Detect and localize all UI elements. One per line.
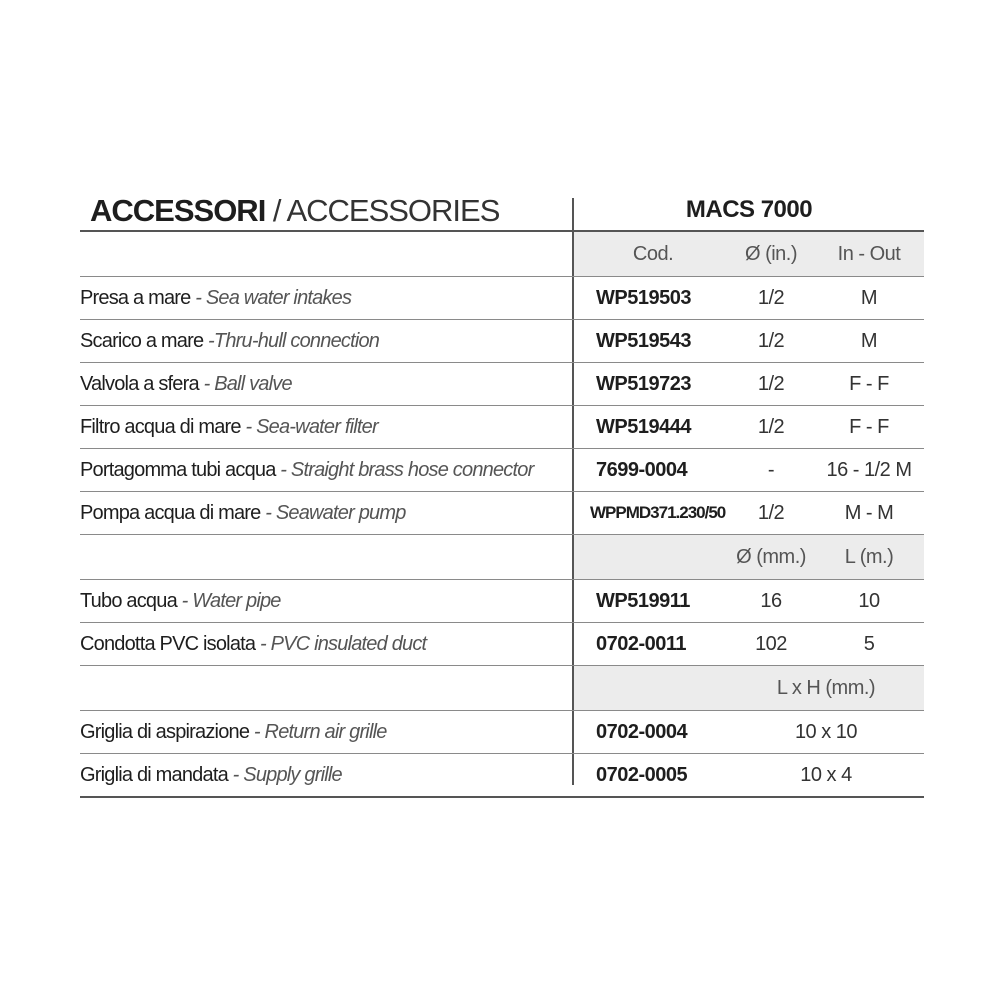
item-code: 7699-0004 — [596, 459, 688, 481]
item-label — [80, 363, 292, 405]
table-row — [80, 580, 924, 623]
item-name-en: Straight brass hose connector — [290, 459, 534, 481]
item-name-sep: - — [227, 764, 244, 786]
item-label — [80, 492, 406, 534]
item-name-en: Return air grille — [264, 721, 387, 743]
item-name-sep: - — [176, 590, 193, 612]
item-name-it: Portagomma tubi acqua — [80, 459, 276, 481]
item-name-it: Scarico a mare — [80, 330, 204, 352]
item-code: 0702-0011 — [596, 633, 687, 655]
item-diameter: 1/2 — [757, 502, 785, 524]
item-name-sep: - — [260, 502, 276, 524]
item-in-out: M — [860, 330, 878, 352]
item-dimensions: 10 x 4 — [800, 764, 852, 786]
table-row — [80, 711, 924, 754]
item-dimensions: 10 x 10 — [794, 721, 858, 743]
item-label — [80, 580, 281, 622]
table-title — [90, 194, 499, 228]
item-code: WPPMD371.230/50 — [590, 503, 726, 522]
col-header-code: Cod. — [632, 243, 674, 265]
item-name-it: Filtro acqua di mare — [80, 416, 241, 438]
col-header-length: L (m.) — [844, 546, 894, 568]
title-english: ACCESSORIES — [286, 193, 500, 228]
item-diameter: 1/2 — [757, 330, 785, 352]
item-diameter: 102 — [755, 633, 787, 655]
item-name-sep: - — [190, 287, 206, 309]
table-row — [80, 406, 924, 449]
item-label — [80, 406, 378, 448]
item-diameter: 1/2 — [757, 373, 785, 395]
item-name-sep: - — [240, 416, 257, 438]
title-italian: ACCESSORI — [90, 193, 266, 228]
item-name-sep: - — [255, 633, 271, 655]
item-name-it: Condotta PVC isolata — [80, 633, 256, 655]
item-name-sep: - — [198, 373, 215, 395]
item-name-it: Tubo acqua — [80, 590, 177, 612]
table-row — [80, 449, 924, 492]
table-row — [80, 754, 924, 798]
column-header-row — [80, 535, 924, 580]
col-header-diameter: Ø (in.) — [744, 243, 798, 265]
item-code: 0702-0004 — [596, 721, 688, 743]
item-code: WP519543 — [596, 330, 691, 352]
item-code: WP519723 — [596, 373, 691, 395]
item-name-en: Water pipe — [192, 590, 281, 612]
item-label — [80, 320, 379, 362]
item-name-sep: - — [275, 459, 291, 481]
item-length: 5 — [863, 633, 875, 655]
table-row — [80, 492, 924, 535]
accessories-table — [80, 190, 924, 798]
item-in-out: 16 - 1/2 M — [826, 459, 912, 481]
item-name-sep: - — [203, 330, 214, 352]
table-row — [80, 277, 924, 320]
item-in-out: F - F — [849, 416, 889, 438]
item-name-it: Presa a mare — [80, 287, 191, 309]
item-name-en: Sea-water filter — [256, 416, 378, 438]
item-diameter: 16 — [760, 590, 782, 612]
table-row — [80, 363, 924, 406]
item-name-it: Griglia di aspirazione — [80, 721, 250, 743]
col-header-diameter-mm: Ø (mm.) — [736, 546, 806, 568]
item-name-en: PVC insulated duct — [270, 633, 427, 655]
item-name-sep: - — [249, 721, 265, 743]
col-header-in-out: In - Out — [837, 243, 901, 265]
item-label — [80, 754, 342, 796]
item-name-en: Ball valve — [214, 373, 292, 395]
title-separator: / — [265, 193, 287, 228]
column-header-row — [80, 232, 924, 277]
item-diameter: 1/2 — [757, 287, 785, 309]
item-label — [80, 277, 351, 319]
item-label — [80, 623, 426, 665]
item-in-out: M - M — [844, 502, 894, 524]
column-header-row — [80, 666, 924, 711]
table-row — [80, 623, 924, 666]
item-name-en: Thru-hull connection — [213, 330, 380, 352]
item-name-it: Pompa acqua di mare — [80, 502, 261, 524]
col-header-dimensions: L x H (mm.) — [776, 677, 876, 699]
table-row — [80, 320, 924, 363]
item-code: 0702-0005 — [596, 764, 688, 786]
item-name-en: Seawater pump — [275, 502, 406, 524]
model-name: MACS 7000 — [685, 196, 813, 223]
item-code: WP519911 — [596, 590, 690, 612]
item-length: 10 — [858, 590, 880, 612]
item-diameter: - — [767, 459, 775, 481]
item-in-out: F - F — [849, 373, 889, 395]
item-code: WP519444 — [596, 416, 691, 438]
item-label — [80, 449, 533, 491]
item-code: WP519503 — [596, 287, 691, 309]
item-name-it: Valvola a sfera — [80, 373, 199, 395]
item-in-out: M — [860, 287, 878, 309]
table-header — [80, 190, 924, 232]
item-name-en: Supply grille — [243, 764, 342, 786]
item-diameter: 1/2 — [757, 416, 785, 438]
item-name-en: Sea water intakes — [205, 287, 352, 309]
item-label — [80, 711, 387, 753]
item-name-it: Griglia di mandata — [80, 764, 228, 786]
